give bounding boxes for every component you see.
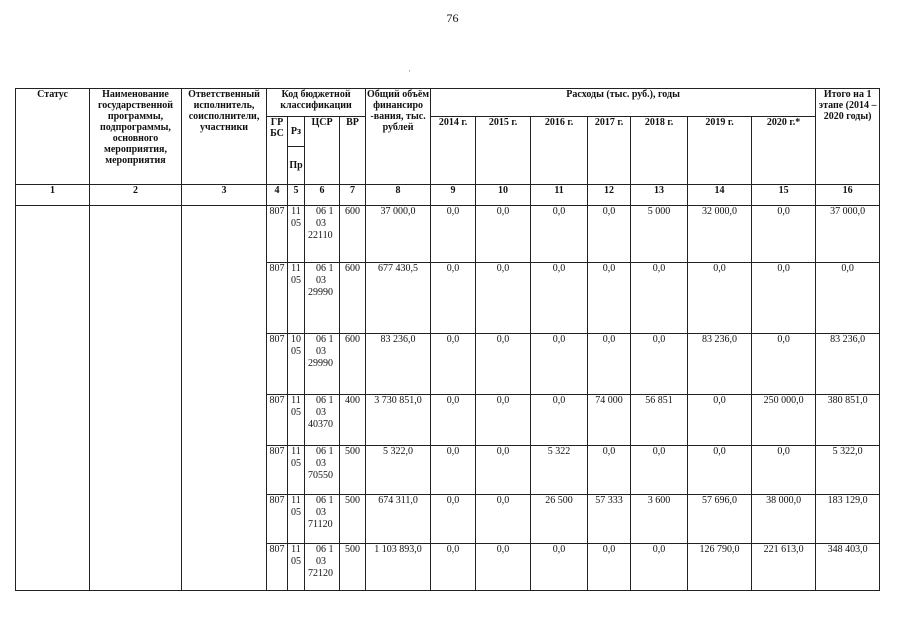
rz-pr-cell [288, 263, 305, 334]
pr-code: 05 [291, 556, 301, 567]
rz-pr-cell [288, 495, 305, 544]
col-num: 16 [816, 185, 880, 206]
result-cell: 183 129,0 [816, 495, 880, 544]
csr-part: 03 [316, 507, 326, 518]
status-cell [16, 206, 90, 591]
year-value-cell: 0,0 [688, 263, 752, 334]
year-value-cell: 0,0 [752, 206, 816, 263]
year-value-cell: 0,0 [752, 446, 816, 495]
year-value-cell: 3 600 [631, 495, 688, 544]
csr-part: 40370 [308, 419, 333, 430]
year-value-cell: 0,0 [476, 263, 531, 334]
year-value-cell: 83 236,0 [688, 334, 752, 395]
year-value-cell: 0,0 [588, 544, 631, 591]
col-num: 9 [431, 185, 476, 206]
year-value-cell: 0,0 [752, 263, 816, 334]
vr-cell: 600 [340, 206, 366, 263]
vr-cell: 500 [340, 446, 366, 495]
csr-part: 03 [316, 556, 326, 567]
year-value-cell: 126 790,0 [688, 544, 752, 591]
csr-part: 06 1 [316, 544, 334, 555]
rz-code: 11 [291, 495, 301, 506]
rz-code: 11 [291, 446, 301, 457]
vr-cell: 500 [340, 544, 366, 591]
result-cell: 5 322,0 [816, 446, 880, 495]
pr-code: 05 [291, 346, 301, 357]
header-grbs: ГР БС [267, 117, 288, 185]
col-num: 15 [752, 185, 816, 206]
csr-part: 03 [316, 407, 326, 418]
total-cell: 3 730 851,0 [366, 395, 431, 446]
vr-cell: 500 [340, 495, 366, 544]
year-value-cell: 0,0 [688, 446, 752, 495]
year-value-cell: 0,0 [431, 334, 476, 395]
year-value-cell: 0,0 [476, 206, 531, 263]
col-num: 1 [16, 185, 90, 206]
year-value-cell: 0,0 [752, 334, 816, 395]
grbs-cell: 807 [267, 495, 288, 544]
year-value-cell: 0,0 [476, 544, 531, 591]
year-value-cell: 0,0 [431, 495, 476, 544]
year-value-cell: 0,0 [431, 544, 476, 591]
year-value-cell: 0,0 [531, 395, 588, 446]
year-value-cell: 5 000 [631, 206, 688, 263]
rz-code: 11 [291, 263, 301, 274]
header-csr: ЦСР [305, 117, 340, 185]
year-value-cell: 0,0 [476, 395, 531, 446]
csr-part: 29990 [308, 358, 333, 369]
col-num: 6 [305, 185, 340, 206]
header-year-2016: 2016 г. [531, 117, 588, 185]
total-cell: 677 430,5 [366, 263, 431, 334]
year-value-cell: 0,0 [588, 334, 631, 395]
year-value-cell: 57 333 [588, 495, 631, 544]
page-number: 76 [446, 11, 459, 25]
col-num: 14 [688, 185, 752, 206]
grbs-cell: 807 [267, 206, 288, 263]
header-year-2015: 2015 г. [476, 117, 531, 185]
year-value-cell: 0,0 [631, 544, 688, 591]
csr-part: 06 1 [316, 395, 334, 406]
header-budget-code: Код бюджетной классификации [267, 89, 366, 117]
year-value-cell: 0,0 [531, 263, 588, 334]
col-num: 8 [366, 185, 431, 206]
year-value-cell: 0,0 [431, 395, 476, 446]
csr-part: 06 1 [316, 495, 334, 506]
year-value-cell: 0,0 [476, 495, 531, 544]
rz-pr-cell [288, 446, 305, 495]
csr-cell [305, 495, 340, 544]
csr-part: 06 1 [316, 334, 334, 345]
header-vr: ВР [340, 117, 366, 185]
csr-cell [305, 544, 340, 591]
pr-code: 05 [291, 507, 301, 518]
year-value-cell: 0,0 [631, 334, 688, 395]
year-value-cell: 38 000,0 [752, 495, 816, 544]
year-value-cell: 0,0 [631, 446, 688, 495]
rz-code: 11 [291, 395, 301, 406]
vr-cell: 600 [340, 334, 366, 395]
total-cell: 83 236,0 [366, 334, 431, 395]
name-cell [90, 206, 182, 591]
header-responsible: Ответственный исполнитель, соисполнители, участники [182, 89, 267, 185]
csr-part: 29990 [308, 287, 333, 298]
header-total-volume: Общий объём финансиро -вания, тыс. рублей [366, 89, 431, 185]
year-value-cell: 0,0 [531, 544, 588, 591]
header-expenses: Расходы (тыс. руб.), годы [431, 89, 816, 117]
header-rz: Рз [288, 117, 305, 147]
csr-cell [305, 334, 340, 395]
csr-part: 06 1 [316, 446, 334, 457]
budget-table [15, 88, 880, 591]
header-year-2019: 2019 г. [688, 117, 752, 185]
rz-pr-cell [288, 544, 305, 591]
col-num: 2 [90, 185, 182, 206]
csr-cell [305, 395, 340, 446]
year-value-cell: 0,0 [588, 446, 631, 495]
grbs-cell: 807 [267, 395, 288, 446]
year-value-cell: 5 322 [531, 446, 588, 495]
pr-code: 05 [291, 407, 301, 418]
year-value-cell: 0,0 [588, 206, 631, 263]
csr-part: 03 [316, 218, 326, 229]
year-value-cell: 250 000,0 [752, 395, 816, 446]
rz-code: 11 [291, 206, 301, 217]
year-value-cell: 0,0 [631, 263, 688, 334]
header-pr: Пр [288, 147, 305, 185]
data-rows [16, 206, 880, 591]
grbs-cell: 807 [267, 334, 288, 395]
year-value-cell: 56 851 [631, 395, 688, 446]
year-value-cell: 0,0 [431, 206, 476, 263]
year-value-cell: 0,0 [431, 263, 476, 334]
col-num: 3 [182, 185, 267, 206]
table-row [16, 206, 880, 263]
pr-code: 05 [291, 458, 301, 469]
csr-part: 03 [316, 346, 326, 357]
csr-part: 70550 [308, 470, 333, 481]
result-cell: 348 403,0 [816, 544, 880, 591]
csr-part: 72120 [308, 568, 333, 579]
vr-cell: 600 [340, 263, 366, 334]
grbs-cell: 807 [267, 446, 288, 495]
total-cell: 1 103 893,0 [366, 544, 431, 591]
year-value-cell: 0,0 [688, 395, 752, 446]
col-num: 7 [340, 185, 366, 206]
year-value-cell: 74 000 [588, 395, 631, 446]
col-num: 10 [476, 185, 531, 206]
result-cell: 0,0 [816, 263, 880, 334]
csr-cell [305, 446, 340, 495]
result-cell: 37 000,0 [816, 206, 880, 263]
scan-speck: · [408, 66, 411, 76]
year-value-cell: 0,0 [531, 334, 588, 395]
header-name: Наименование государственной программы, подпрограммы, основного мероприятия, мероприятия [90, 89, 182, 185]
year-value-cell: 0,0 [476, 334, 531, 395]
pr-code: 05 [291, 218, 301, 229]
year-value-cell: 0,0 [476, 446, 531, 495]
csr-part: 03 [316, 458, 326, 469]
header-year-2014: 2014 г. [431, 117, 476, 185]
rz-code: 11 [291, 544, 301, 555]
year-value-cell: 32 000,0 [688, 206, 752, 263]
grbs-cell: 807 [267, 544, 288, 591]
csr-part: 03 [316, 275, 326, 286]
year-value-cell: 57 696,0 [688, 495, 752, 544]
rz-pr-cell [288, 334, 305, 395]
year-value-cell: 26 500 [531, 495, 588, 544]
header-year-2020: 2020 г.* [752, 117, 816, 185]
pr-code: 05 [291, 275, 301, 286]
col-num: 12 [588, 185, 631, 206]
year-value-cell: 0,0 [431, 446, 476, 495]
csr-cell [305, 206, 340, 263]
rz-code: 10 [291, 334, 301, 345]
year-value-cell: 0,0 [531, 206, 588, 263]
csr-part: 06 1 [316, 263, 334, 274]
csr-cell [305, 263, 340, 334]
year-value-cell: 221 613,0 [752, 544, 816, 591]
col-num: 11 [531, 185, 588, 206]
responsible-cell [182, 206, 267, 591]
header-year-2018: 2018 г. [631, 117, 688, 185]
col-num: 5 [288, 185, 305, 206]
result-cell: 380 851,0 [816, 395, 880, 446]
header-year-2017: 2017 г. [588, 117, 631, 185]
col-num: 4 [267, 185, 288, 206]
vr-cell: 400 [340, 395, 366, 446]
grbs-cell: 807 [267, 263, 288, 334]
total-cell: 37 000,0 [366, 206, 431, 263]
result-cell: 83 236,0 [816, 334, 880, 395]
header-status: Статус [16, 89, 90, 185]
col-num: 13 [631, 185, 688, 206]
rz-pr-cell [288, 206, 305, 263]
header-result: Итого на 1 этапе (2014 – 2020 годы) [816, 89, 880, 185]
rz-pr-cell [288, 395, 305, 446]
total-cell: 674 311,0 [366, 495, 431, 544]
csr-part: 71120 [308, 519, 333, 530]
csr-part: 22110 [308, 230, 333, 241]
total-cell: 5 322,0 [366, 446, 431, 495]
column-number-row [16, 185, 880, 206]
year-value-cell: 0,0 [588, 263, 631, 334]
csr-part: 06 1 [316, 206, 334, 217]
